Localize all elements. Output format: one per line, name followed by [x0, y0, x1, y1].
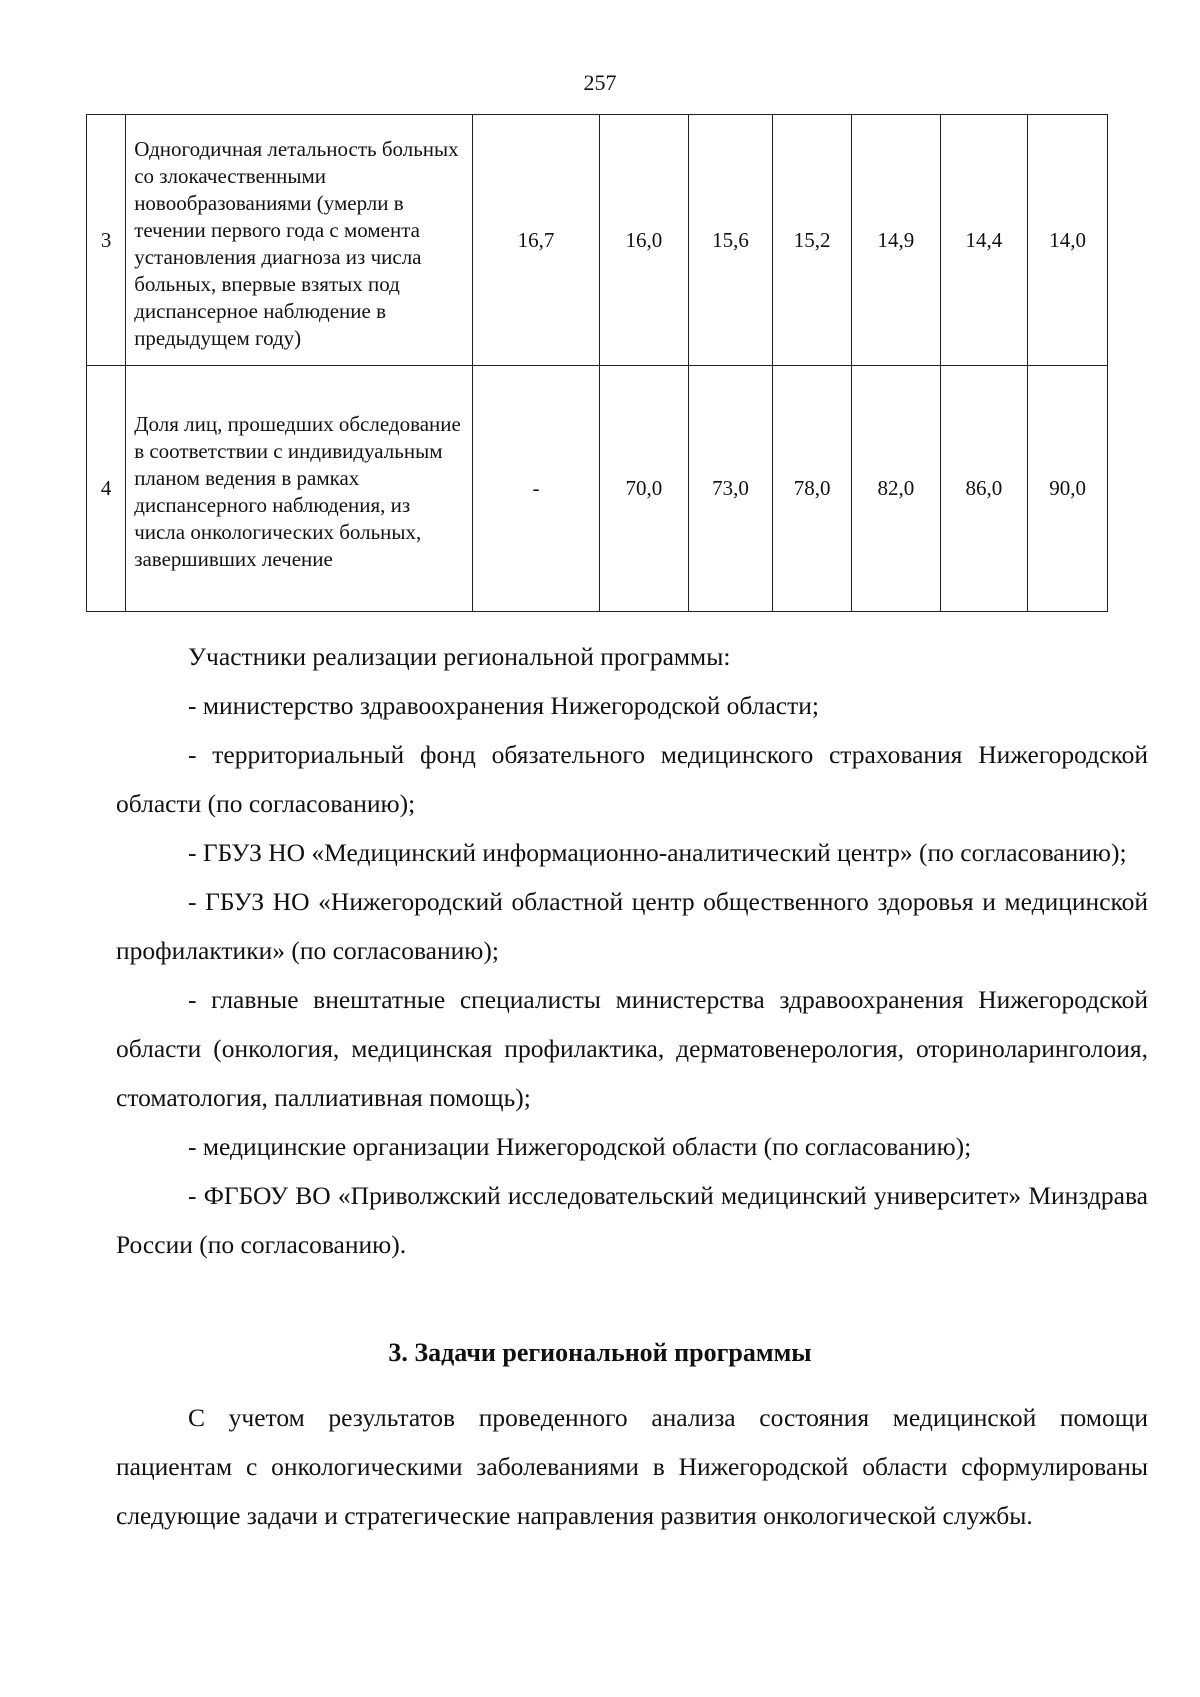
section-body [116, 1393, 1148, 1540]
value-cell: - [472, 366, 599, 612]
value-cell: 15,6 [688, 115, 773, 366]
value-cell: 14,9 [852, 115, 941, 366]
value-cell: 90,0 [1028, 366, 1108, 612]
table-row [87, 115, 1108, 366]
value-cell: 16,7 [472, 115, 599, 366]
table-row [87, 366, 1108, 612]
value-cell: 16,0 [600, 115, 689, 366]
value-cell: 15,2 [773, 115, 852, 366]
value-cell: 73,0 [688, 366, 773, 612]
value-cell: 14,0 [1028, 115, 1108, 366]
participant-item: - ФГБОУ ВО «Приволжский исследовательский медицинский университет» Минздрава России (по согласованию). [116, 1181, 1148, 1259]
indicator-description: Одногодичная летальность больных со злокачественными новообразованиями (умерли в течении первого года с момента установления диагноза из числа больных, впервые взятых под диспансерное наблюдение в предыдущем году) [126, 115, 473, 366]
indicators-table [86, 114, 1108, 612]
value-cell: 14,4 [940, 115, 1028, 366]
participant-item: - ГБУЗ НО «Медицинский информационно-аналитический центр» (по согласованию); [188, 838, 1127, 867]
participant-item: - министерство здравоохранения Нижегородской области; [188, 691, 819, 720]
participants-heading: Участники реализации региональной программы: [188, 642, 731, 671]
participant-item: - главные внештатные специалисты министерства здравоохранения Нижегородской области (онкология, медицинская профилактика, дерматовенерология, оториноларинголоия, стоматология, паллиативная помощь); [116, 985, 1148, 1112]
value-cell: 82,0 [852, 366, 941, 612]
row-number: 4 [87, 366, 126, 612]
row-number: 3 [87, 115, 126, 366]
value-cell: 78,0 [773, 366, 852, 612]
page-number: 257 [583, 70, 617, 95]
indicator-description: Доля лиц, прошедших обследование в соответствии с индивидуальным планом ведения в рамках диспансерного наблюдения, из числа онкологических больных, завершивших лечение [126, 366, 473, 612]
participant-item: - медицинские организации Нижегородской области (по согласованию); [188, 1132, 972, 1161]
section-paragraph: С учетом результатов проведенного анализа состояния медицинской помощи пациентам с онкологическими заболеваниями в Нижегородской области сформулированы следующие задачи и стратегические направления развития онкологической службы. [116, 1403, 1148, 1530]
participant-item: - территориальный фонд обязательного медицинского страхования Нижегородской области (по согласованию); [116, 740, 1148, 818]
participants-section [116, 632, 1148, 1269]
value-cell: 86,0 [940, 366, 1028, 612]
participant-item: - ГБУЗ НО «Нижегородский областной центр общественного здоровья и медицинской профилактики» (по согласованию); [116, 887, 1148, 965]
value-cell: 70,0 [600, 366, 689, 612]
section-title: 3. Задачи региональной программы [388, 1338, 812, 1367]
